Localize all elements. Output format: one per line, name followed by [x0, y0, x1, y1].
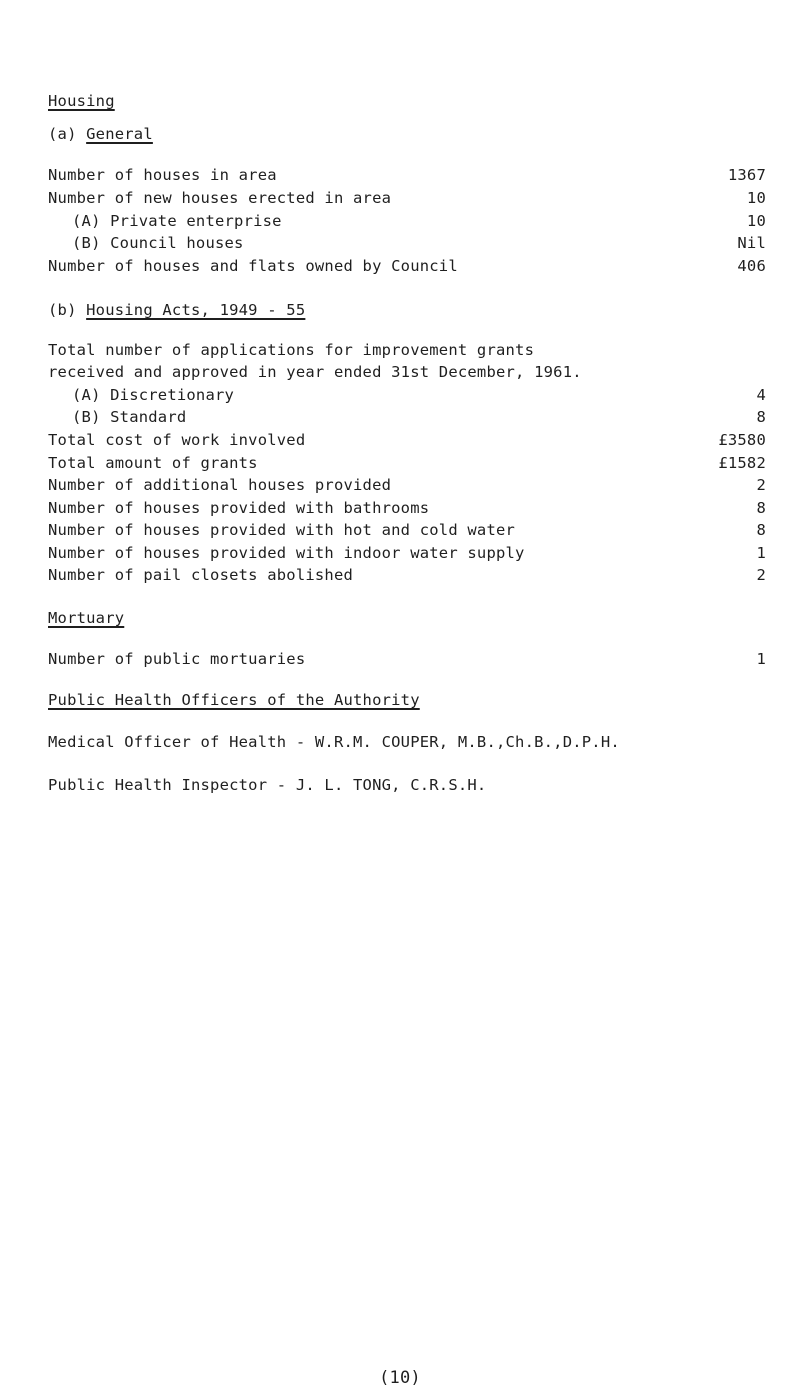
acts-row: Number of houses provided with indoor water supply 1: [48, 544, 766, 562]
acts-intro-line: Total number of applications for improvement grants: [48, 341, 535, 359]
health-inspector-line: Public Health Inspector - J. L. TONG, C.R.S.H.: [48, 776, 487, 794]
acts-row: Total amount of grants £1582: [48, 454, 766, 472]
officers-heading: Public Health Officers of the Authority: [48, 691, 420, 709]
general-row: (A) Private enterprise 10: [72, 212, 766, 230]
housing-acts-subheading: (b) Housing Acts, 1949 - 55: [48, 301, 306, 319]
mortuary-heading: Mortuary: [48, 609, 125, 627]
acts-intro-line: received and approved in year ended 31st December, 1961.: [48, 363, 582, 381]
page-number: (10): [379, 1368, 421, 1388]
acts-row: (A) Discretionary 4: [72, 386, 766, 404]
acts-row: Number of pail closets abolished 2: [48, 566, 766, 584]
acts-row: Number of houses provided with hot and cold water 8: [48, 521, 766, 539]
general-row: Number of houses and flats owned by Council 406: [48, 257, 766, 275]
acts-row: Total cost of work involved £3580: [48, 431, 766, 449]
medical-officer-line: Medical Officer of Health - W.R.M. COUPER, M.B.,Ch.B.,D.P.H.: [48, 733, 620, 751]
general-row: Number of new houses erected in area 10: [48, 189, 766, 207]
general-row: Number of houses in area 1367: [48, 166, 766, 184]
mortuary-row: Number of public mortuaries 1: [48, 650, 766, 668]
acts-row: Number of houses provided with bathrooms 8: [48, 499, 766, 517]
acts-row: Number of additional houses provided 2: [48, 476, 766, 494]
general-row: (B) Council houses Nil: [72, 234, 766, 252]
housing-heading: Housing: [48, 92, 115, 110]
general-subheading: (a) General: [48, 125, 153, 143]
acts-row: (B) Standard 8: [72, 408, 766, 426]
